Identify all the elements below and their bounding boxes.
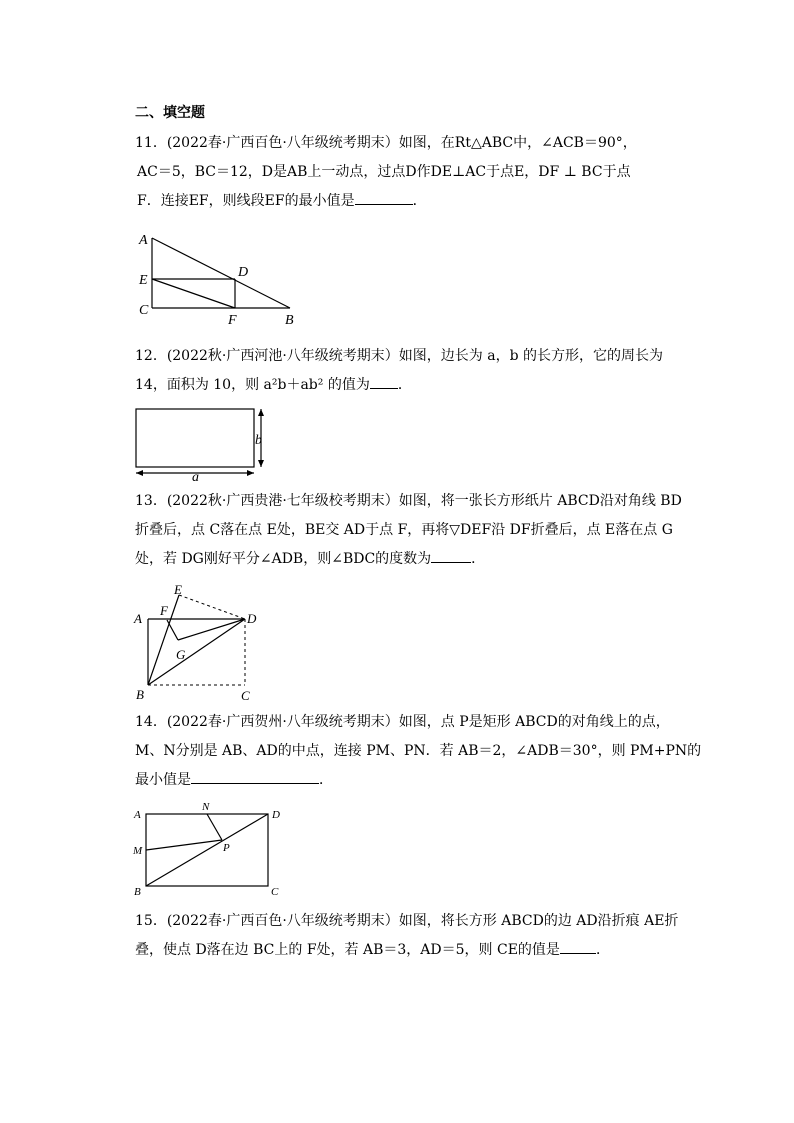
label-d: D bbox=[247, 611, 257, 626]
label-g: G bbox=[176, 647, 186, 662]
answer-blank-14[interactable] bbox=[191, 769, 319, 784]
label-c: C bbox=[271, 886, 279, 898]
question-13-line-2: 折叠后，点 C落在点 E处，BE交 AD于点 F，再将▽DEF沿 DF折叠后，点 E落在点 G bbox=[135, 522, 673, 538]
section-title: 二、填空题 bbox=[135, 105, 205, 121]
question-11 bbox=[135, 129, 665, 216]
question-13-end: ． bbox=[471, 551, 486, 567]
question-15-line-1: 15．(2022春·广西百色·八年级统考期末）如图，将长方形 ABCD的边 AD沿折痕 AE折 bbox=[135, 913, 679, 929]
label-a: A bbox=[139, 233, 148, 248]
label-b: B bbox=[285, 313, 294, 328]
label-d: D bbox=[272, 809, 280, 821]
arrow-left bbox=[136, 470, 143, 476]
label-p: P bbox=[223, 842, 230, 854]
question-12-line-2: 14，面积为 10，则 a²b＋ab² 的值为 bbox=[135, 377, 370, 393]
label-f: F bbox=[228, 313, 237, 328]
segment-ed-dashed bbox=[179, 595, 245, 619]
label-d: D bbox=[238, 265, 249, 280]
question-12-line-1: 12．(2022秋·广西河池·八年级统考期末）如图，边长为 a，b 的长方形，它的周长为 bbox=[135, 348, 664, 364]
question-14-line-3: 最小值是 bbox=[135, 772, 191, 788]
label-a: A bbox=[134, 809, 141, 821]
segment-np bbox=[207, 814, 222, 840]
question-13 bbox=[135, 487, 682, 574]
label-f: F bbox=[160, 603, 168, 618]
segment-gd bbox=[178, 619, 245, 640]
question-11-line-3: F．连接EF，则线段EF的最小值是 bbox=[137, 193, 355, 209]
arrow-up bbox=[258, 409, 264, 416]
answer-blank-12[interactable] bbox=[370, 374, 398, 389]
label-c: C bbox=[139, 303, 149, 318]
figure-13-folded-paper bbox=[130, 580, 270, 705]
segment-ef bbox=[152, 279, 235, 308]
segment-bd bbox=[148, 619, 245, 685]
figure-14-rectangle-diagonal bbox=[130, 800, 290, 900]
label-m: M bbox=[133, 845, 143, 857]
diagonal-bd bbox=[146, 814, 268, 886]
label-a: A bbox=[134, 611, 142, 626]
answer-blank-15[interactable] bbox=[560, 939, 596, 954]
question-15-line-2: 叠，使点 D落在边 BC上的 F处，若 AB＝3，AD＝5，则 CE的值是 bbox=[135, 942, 560, 958]
question-11-line-2: AC＝5，BC＝12，D是AB上一动点，过点D作DE⊥AC于点E，DF ⊥ BC于点 bbox=[137, 164, 631, 180]
label-b: b bbox=[255, 433, 262, 448]
question-12-end: ． bbox=[397, 377, 412, 393]
figure-12-rectangle bbox=[130, 405, 270, 485]
label-n: N bbox=[202, 801, 210, 813]
question-14-end: ． bbox=[319, 772, 333, 788]
question-14 bbox=[135, 708, 702, 795]
answer-blank-13[interactable] bbox=[431, 548, 471, 563]
label-b: B bbox=[134, 886, 141, 898]
rectangle-shape bbox=[136, 409, 254, 467]
label-b: B bbox=[136, 687, 144, 702]
question-14-line-1: 14．(2022春·广西贺州·八年级统考期末）如图，点 P是矩形 ABCD的对角线上的点， bbox=[135, 714, 670, 730]
question-14-line-2: M、N分别是 AB、AD的中点，连接 PM、PN．若 AB＝2，∠ADB＝30°，则 PM+PN的 bbox=[135, 743, 702, 759]
question-12 bbox=[135, 342, 665, 400]
question-11-end: ． bbox=[412, 193, 427, 209]
segment-fg bbox=[167, 620, 178, 640]
figure-11-triangle bbox=[130, 228, 310, 328]
question-13-line-1: 13．(2022秋·广西贵港·七年级校考期末）如图，将一张长方形纸片 ABCD沿对角线 BD bbox=[135, 493, 682, 509]
arrow-right bbox=[247, 470, 254, 476]
arrow-down bbox=[258, 460, 264, 467]
question-15 bbox=[135, 907, 679, 965]
answer-blank-11[interactable] bbox=[355, 190, 413, 205]
label-e: E bbox=[139, 273, 148, 288]
question-15-end: ． bbox=[595, 942, 610, 958]
label-c: C bbox=[241, 688, 250, 703]
segment-ab bbox=[152, 238, 290, 308]
question-13-line-3: 处，若 DG刚好平分∠ADB，则∠BDC的度数为 bbox=[135, 551, 432, 567]
question-11-line-1: 11．(2022春·广西百色·八年级统考期末）如图，在Rt△ABC中，∠ACB＝90°， bbox=[135, 135, 637, 151]
label-a: a bbox=[192, 470, 199, 485]
label-e: E bbox=[174, 582, 182, 597]
